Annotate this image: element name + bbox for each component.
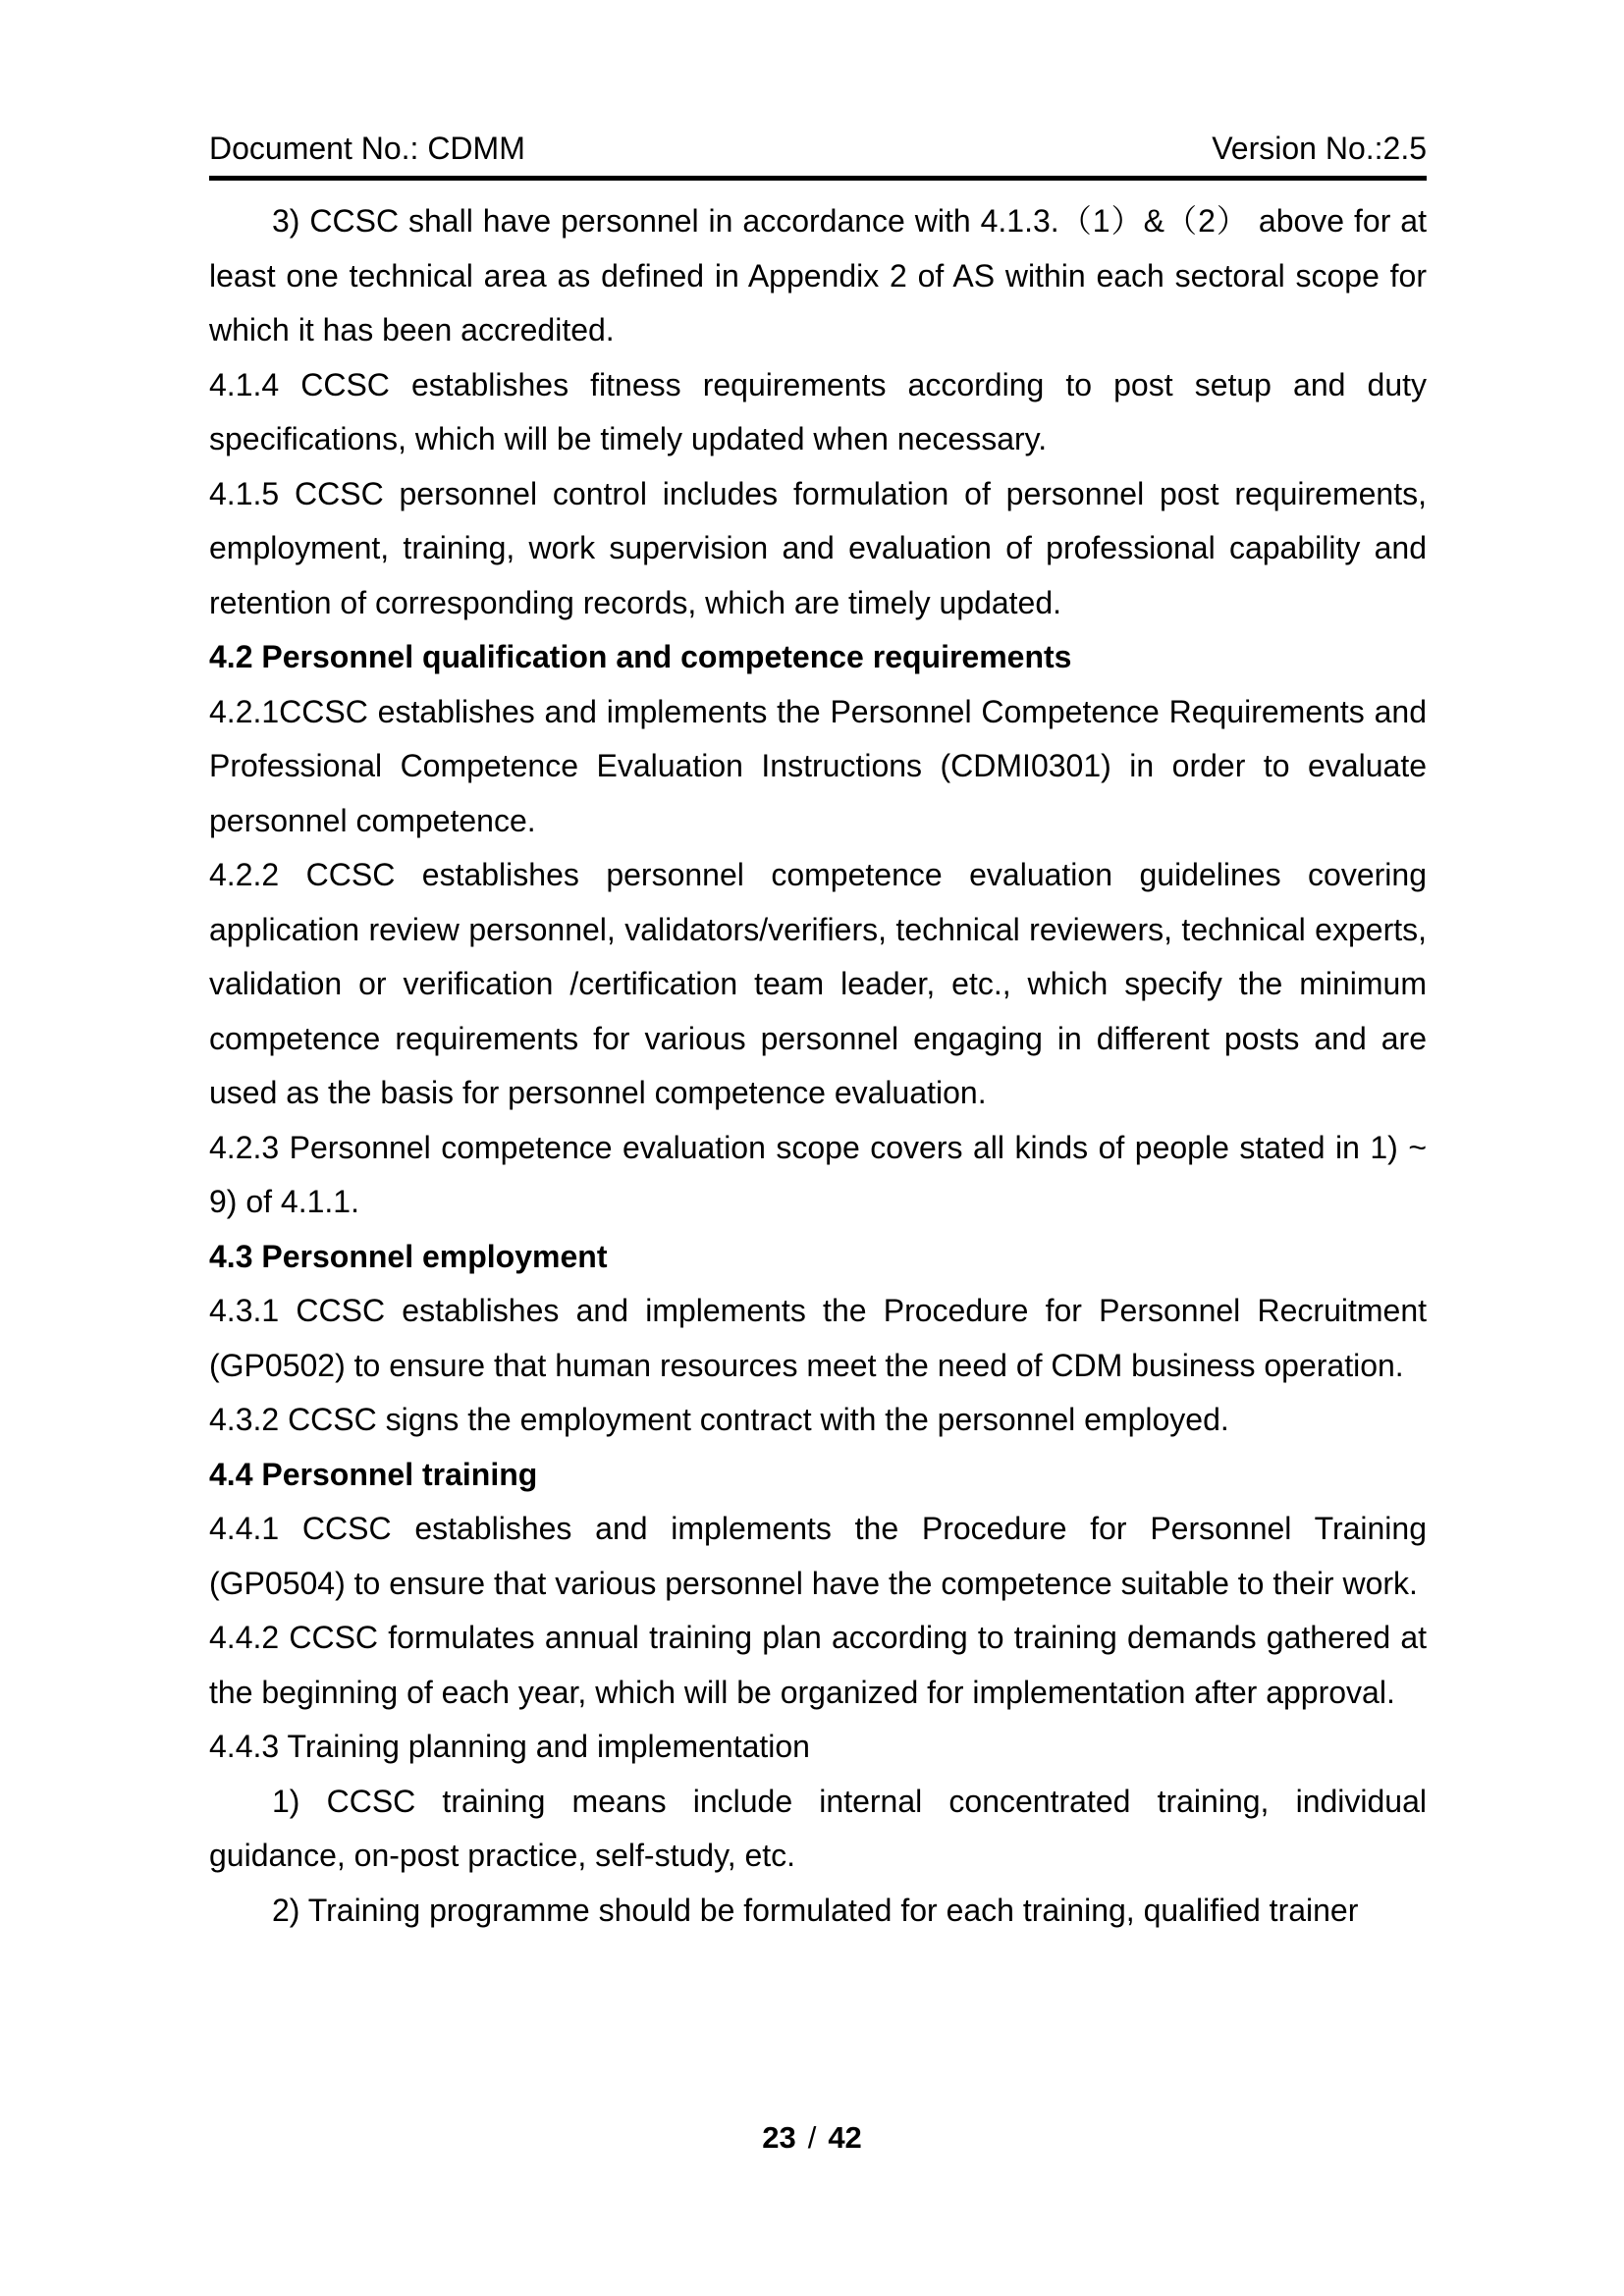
section-heading-4-4: 4.4 Personnel training (209, 1456, 538, 1492)
paragraph-4-1-5: 4.1.5 CCSC personnel control includes formulation of personnel post requirements, employment, training, work supervision and evaluation of professional capability and retention of corresponding records, which are timely updated. (209, 475, 1427, 620)
paragraph-4-2-2: 4.2.2 CCSC establishes personnel competence evaluation guidelines covering application review personnel, validators/verifiers, technical reviewers, technical experts, validation or verification /certification team leader, etc., which specify the minimum competence requirements for various personnel engaging in different posts and are used as the basis for personnel competence evaluation. (209, 857, 1427, 1110)
paragraph-4-4-2: 4.4.2 CCSC formulates annual training plan according to training demands gathered at the beginning of each year, which will be organized for implementation after approval. (209, 1620, 1427, 1710)
paragraph-training-2: 2) Training programme should be formulated for each training, qualified trainer (272, 1892, 1359, 1928)
page-header (209, 131, 1427, 181)
paragraph-4-1-4: 4.1.4 CCSC establishes fitness requirements according to post setup and duty specifications, which will be timely updated when necessary. (209, 366, 1427, 456)
paragraph-4-3-1: 4.3.1 CCSC establishes and implements the Procedure for Personnel Recruitment (GP0502) to ensure that human resources meet the need of CDM business operation. (209, 1293, 1427, 1383)
page-number: 23 (762, 2120, 796, 2155)
paragraph-training-1: 1) CCSC training means include internal concentrated training, individual guidance, on-post practice, self-study, etc. (209, 1783, 1427, 1873)
version-number: Version No.:2.5 (1212, 131, 1427, 166)
total-pages: 42 (828, 2120, 862, 2155)
section-heading-4-2: 4.2 Personnel qualification and competence requirements (209, 639, 1072, 674)
document-number: Document No.: CDMM (209, 131, 525, 166)
paragraph-4-4-1: 4.4.1 CCSC establishes and implements the Procedure for Personnel Training (GP0504) to ensure that various personnel have the competence suitable to their work. (209, 1511, 1427, 1601)
paragraph-4-2-3: 4.2.3 Personnel competence evaluation scope covers all kinds of people stated in 1) ~ 9) of 4.1.1. (209, 1129, 1427, 1219)
page-separator: / (807, 2120, 817, 2155)
paragraph-3-ccsc: 3) CCSC shall have personnel in accordance with 4.1.3.（1）&（2） above for at least one technical area as defined in Appendix 2 of AS within each sectoral scope for which it has been accredited. (209, 203, 1427, 347)
document-body (209, 194, 1427, 1938)
page-footer (0, 2120, 1624, 2156)
paragraph-4-2-1: 4.2.1CCSC establishes and implements the Personnel Competence Requirements and Professional Competence Evaluation Instructions (CDMI0301) in order to evaluate personnel competence. (209, 693, 1427, 838)
section-heading-4-3: 4.3 Personnel employment (209, 1238, 608, 1274)
paragraph-4-4-3: 4.4.3 Training planning and implementation (209, 1729, 810, 1764)
paragraph-4-3-2: 4.3.2 CCSC signs the employment contract with the personnel employed. (209, 1402, 1229, 1437)
